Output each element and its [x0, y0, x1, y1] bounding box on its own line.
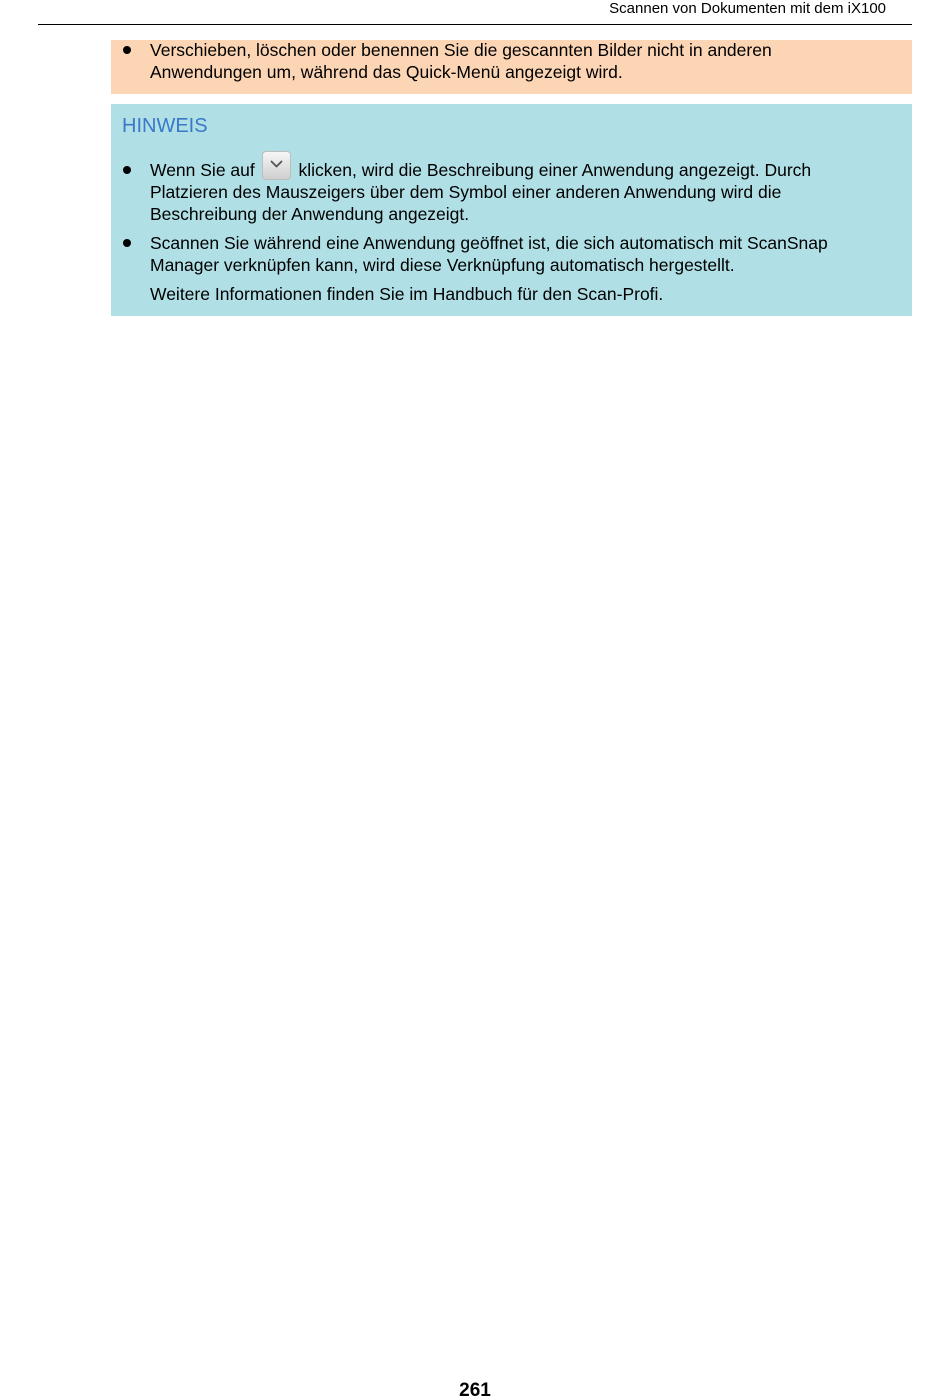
hint-item-1-text-before-icon: Wenn Sie auf [150, 160, 255, 180]
hint-note: Weitere Informationen finden Sie im Handbuch für den Scan-Profi. [150, 284, 664, 304]
bullet-icon [123, 166, 131, 174]
bullet-icon [123, 239, 131, 247]
chevron-down-icon-glyph [270, 160, 283, 169]
hint-item-2-line-1: Scannen Sie während eine Anwendung geöffnet ist, die sich automatisch mit ScanSnap [150, 233, 828, 253]
header-title: Scannen von Dokumenten mit dem iX100 [609, 0, 886, 17]
hint-title: HINWEIS [122, 115, 208, 137]
chevron-down-icon [262, 151, 291, 180]
hint-item-1-line-1 [150, 159, 811, 181]
warning-text-line: Verschieben, löschen oder benennen Sie die gescannten Bilder nicht in anderen [150, 40, 772, 60]
hint-item-1-line-3: Beschreibung der Anwendung angezeigt. [150, 204, 470, 224]
hint-item-2-line-2: Manager verknüpfen kann, wird diese Verknüpfung automatisch hergestellt. [150, 255, 735, 275]
hint-item-1-text-after-icon: klicken, wird die Beschreibung einer Anwendung angezeigt. Durch [298, 160, 812, 180]
warning-text-line: Anwendungen um, während das Quick-Menü angezeigt wird. [150, 62, 623, 82]
warning-box [111, 40, 912, 94]
hint-box [111, 104, 912, 316]
hint-item-1-line-2: Platzieren des Mauszeigers über dem Symbol einer anderen Anwendung wird die [150, 182, 782, 202]
page-number: 261 [459, 1380, 491, 1400]
bullet-icon [123, 46, 131, 54]
page-header [38, 0, 912, 25]
